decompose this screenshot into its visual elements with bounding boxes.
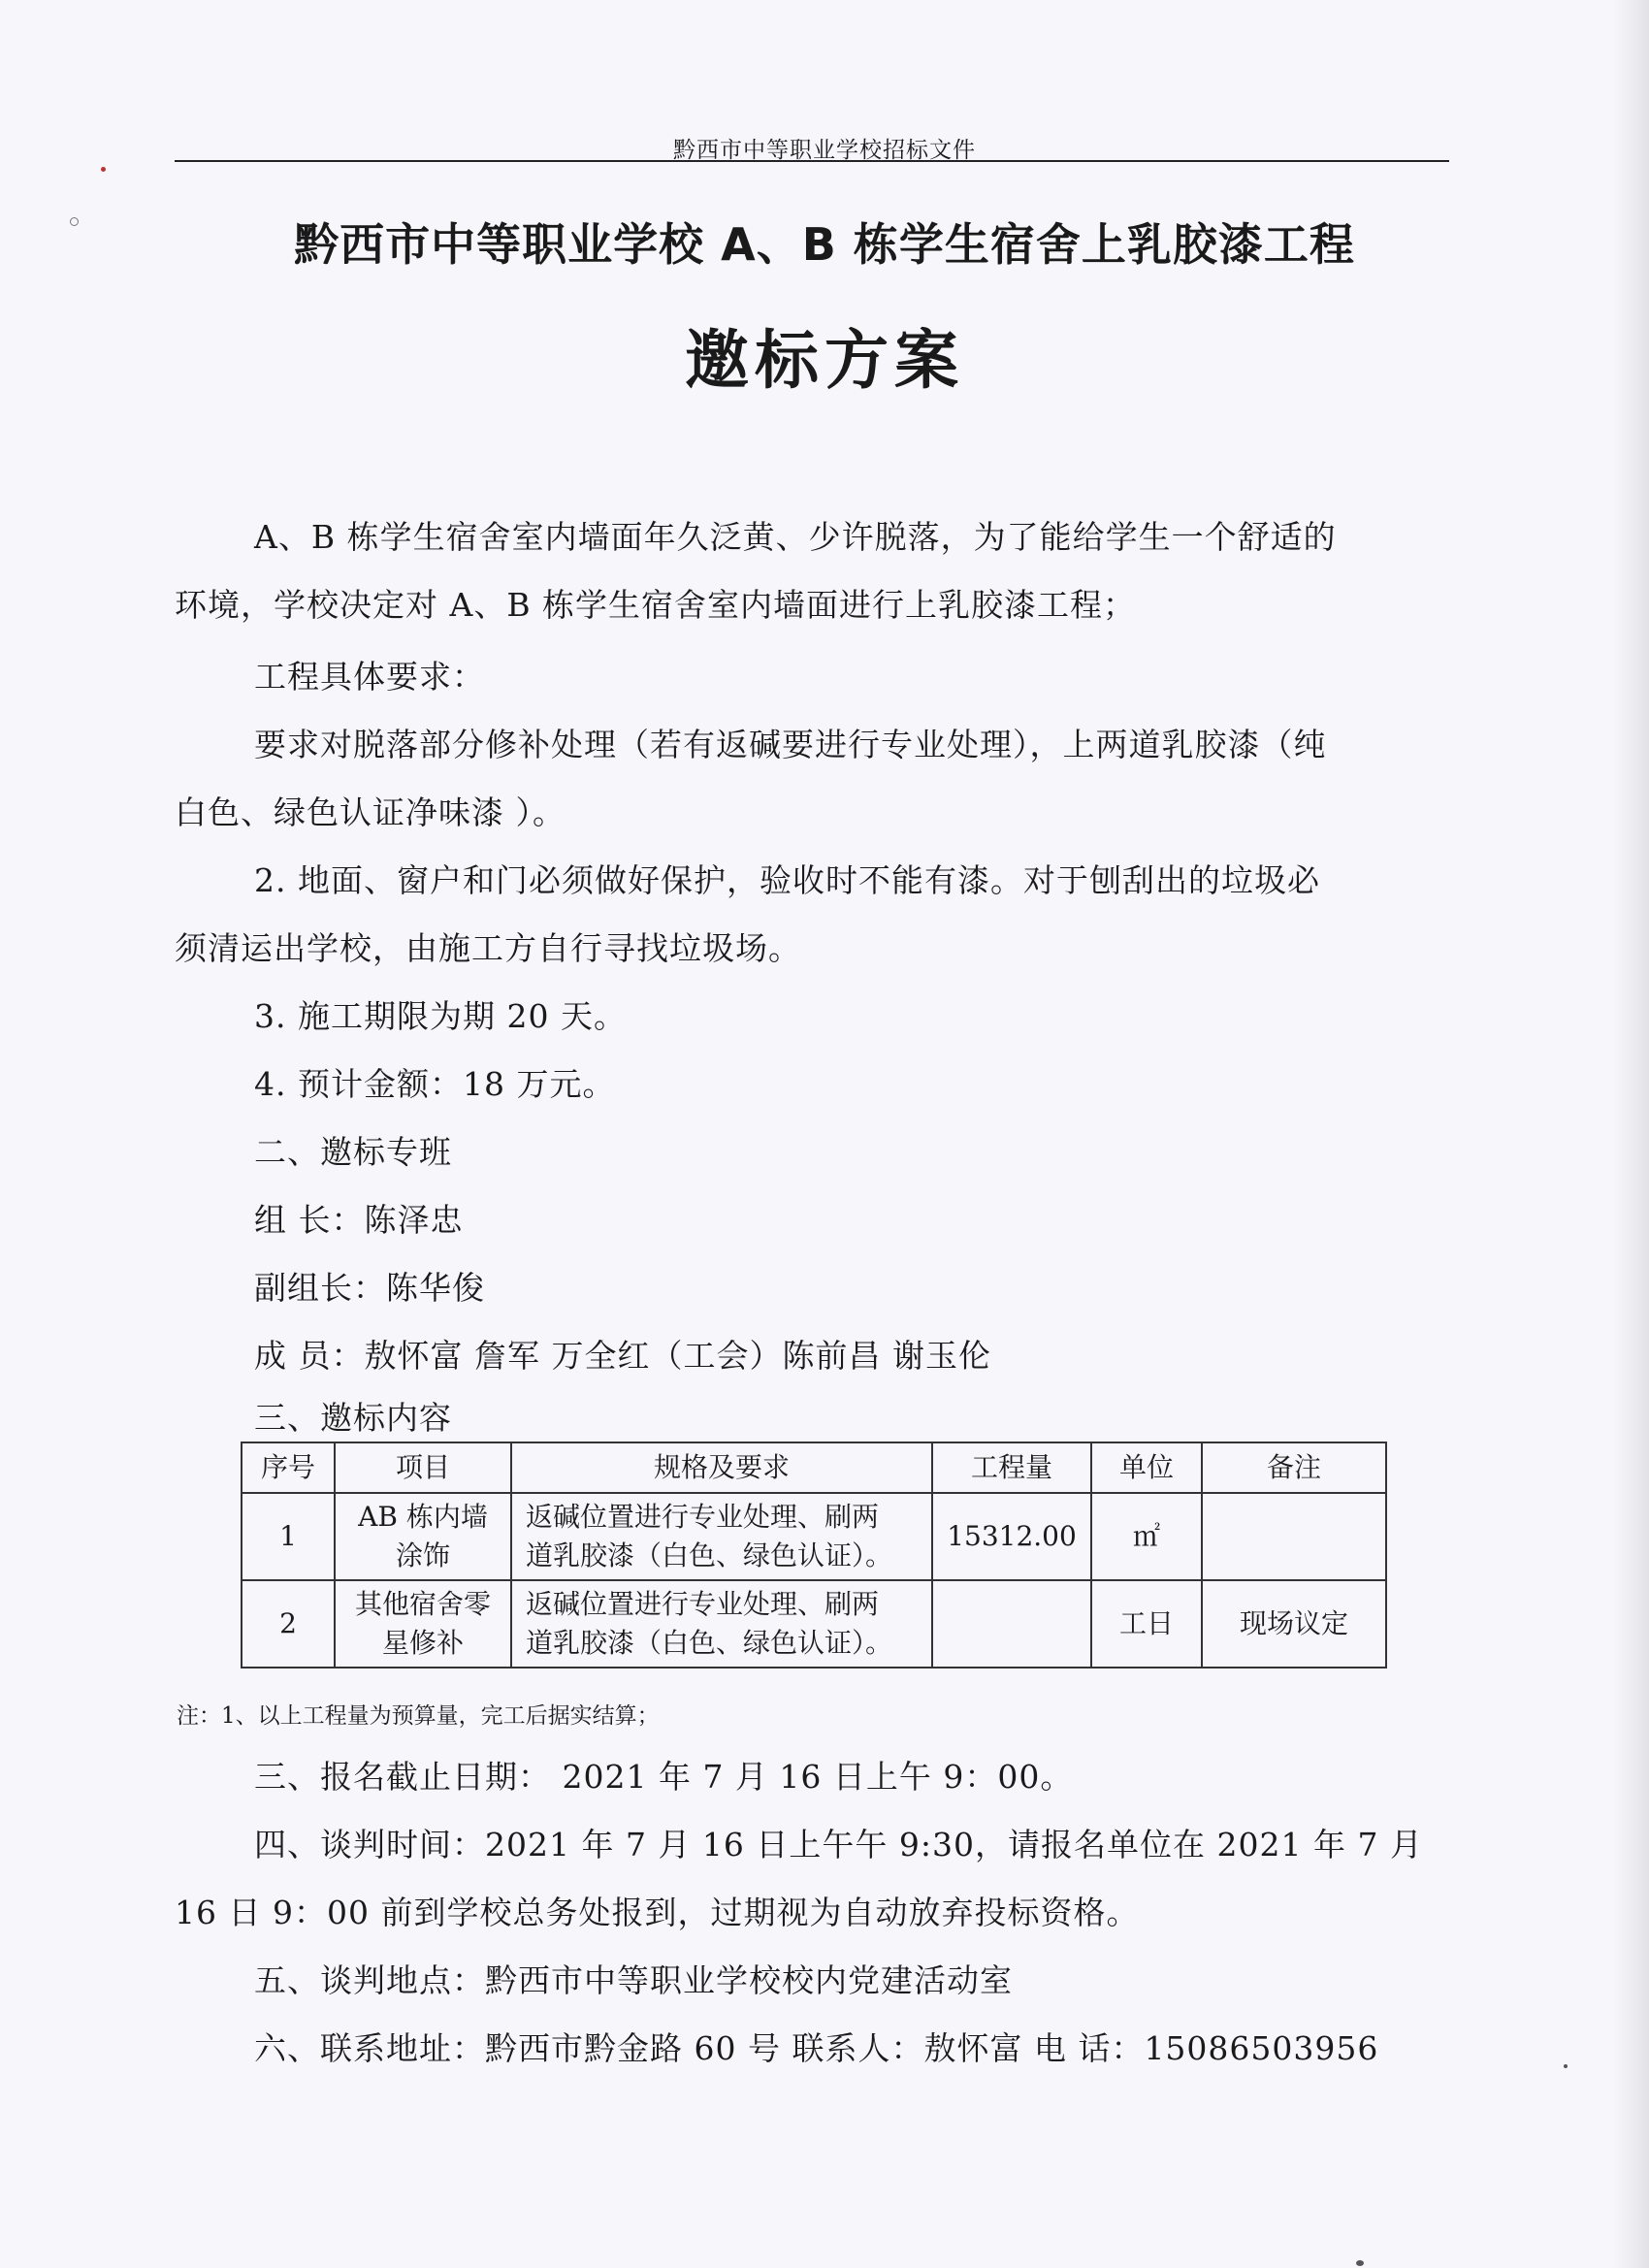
registration-deadline: 三、报名截止日期： 2021 年 7 月 16 日上午 9：00。: [254, 1758, 1074, 1796]
row-number: 2: [242, 1580, 335, 1668]
intro-line-2: 环境，学校决定对 A、B 栋学生宿舍室内墙面进行上乳胶漆工程；: [175, 586, 1137, 624]
bid-content-table: [241, 1442, 1387, 1669]
negotiation-location: 五、谈判地点：黔西市中等职业学校校内党建活动室: [254, 1961, 1013, 1999]
team-leader: 组 长：陈泽忠: [254, 1201, 464, 1239]
row-item-line: 星修补: [381, 1627, 464, 1659]
negotiation-time-line-2: 16 日 9：00 前到学校总务处报到，过期视为自动放弃投标资格。: [175, 1894, 1140, 1931]
column-header: 单位: [1091, 1442, 1202, 1493]
scan-speck: [101, 167, 106, 172]
team-members: 成 员：敖怀富 詹军 万全红（工会）陈前昌 谢玉伦: [254, 1337, 991, 1375]
team-deputy: 副组长：陈华俊: [254, 1269, 485, 1307]
requirement-1-line-2: 白色、绿色认证净味漆 ）。: [175, 794, 566, 831]
row-remark: [1202, 1493, 1386, 1580]
row-item: [335, 1580, 511, 1668]
row-spec-line: 返碱位置进行专业处理、刷两: [526, 1588, 880, 1620]
column-header: 工程量: [932, 1442, 1091, 1493]
row-unit: ㎡: [1091, 1493, 1202, 1580]
requirement-2-line-2: 须清运出学校，由施工方自行寻找垃圾场。: [175, 929, 801, 967]
row-spec-line: 道乳胶漆（白色、绿色认证）。: [526, 1539, 893, 1571]
row-quantity: [932, 1580, 1091, 1668]
requirement-1-line-1: 要求对脱落部分修补处理（若有返碱要进行专业处理），上两道乳胶漆（纯: [254, 726, 1327, 763]
row-unit: 工日: [1091, 1580, 1202, 1668]
column-header: 规格及要求: [511, 1442, 932, 1493]
row-item-line: 涂饰: [395, 1539, 450, 1571]
row-spec: [511, 1493, 932, 1580]
section-3-heading: 三、邀标内容: [254, 1399, 452, 1437]
header-rule: [175, 160, 1449, 162]
requirements-heading: 工程具体要求：: [254, 658, 485, 696]
scan-speck: [1356, 2260, 1364, 2266]
table-row: [242, 1493, 1386, 1580]
row-number: 1: [242, 1493, 335, 1580]
row-remark: 现场议定: [1202, 1580, 1386, 1668]
row-item-line: 其他宿舍零: [354, 1588, 491, 1620]
row-spec: [511, 1580, 932, 1668]
section-2-heading: 二、邀标专班: [254, 1133, 452, 1171]
column-header: 项目: [335, 1442, 511, 1493]
scan-speck: [1564, 2064, 1568, 2068]
row-spec-line: 道乳胶漆（白色、绿色认证）。: [526, 1627, 893, 1659]
row-item-line: AB 栋内墙: [358, 1501, 488, 1533]
document-header: 黔西市中等职业学校招标文件: [673, 138, 976, 163]
row-item: [335, 1493, 511, 1580]
document-title: 黔西市中等职业学校 A、B 栋学生宿舍上乳胶漆工程: [294, 218, 1355, 271]
row-spec-line: 返碱位置进行专业处理、刷两: [526, 1501, 880, 1533]
requirement-2-line-1: 2. 地面、窗户和门必须做好保护，验收时不能有漆。对于刨刮出的垃圾必: [254, 861, 1320, 899]
table-header-row: [242, 1442, 1386, 1493]
requirement-3: 3. 施工期限为期 20 天。: [254, 997, 627, 1035]
contact-info: 六、联系地址：黔西市黔金路 60 号 联系人：敖怀富 电 话：15086503956: [254, 2029, 1379, 2067]
intro-line-1: A、B 栋学生宿舍室内墙面年久泛黄、少许脱落，为了能给学生一个舒适的: [254, 518, 1337, 556]
negotiation-time-line-1: 四、谈判时间：2021 年 7 月 16 日上午午 9:30，请报名单位在 2021 年 7 月: [254, 1826, 1423, 1863]
table-note: 注：1、以上工程量为预算量，完工后据实结算；: [177, 1703, 660, 1729]
table-row: [242, 1580, 1386, 1668]
column-header: 序号: [242, 1442, 335, 1493]
column-header: 备注: [1202, 1442, 1386, 1493]
document-subtitle: 邀标方案: [685, 323, 964, 398]
row-quantity: 15312.00: [932, 1493, 1091, 1580]
requirement-4: 4. 预计金额：18 万元。: [254, 1065, 616, 1103]
